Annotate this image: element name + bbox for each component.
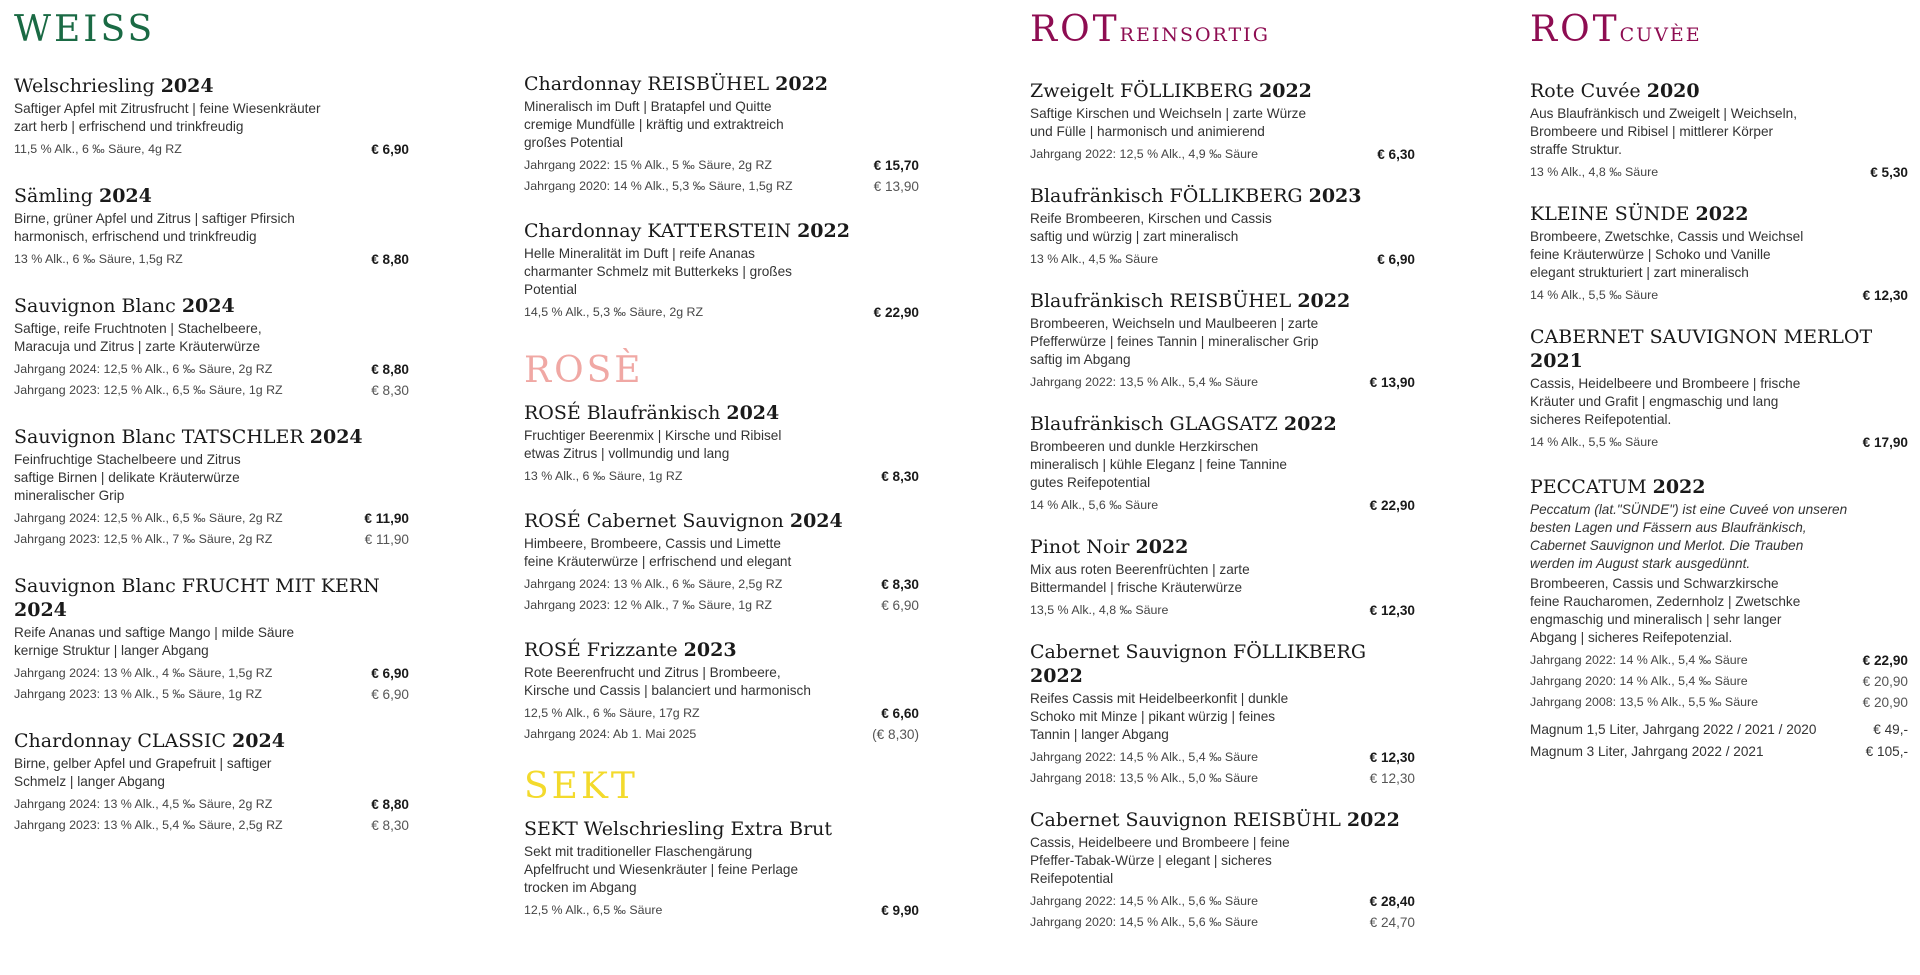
wine-title: Sauvignon Blanc TATSCHLER bbox=[14, 426, 304, 448]
wine-description-line: Cassis, Heidelbeere und Brombeere | frische bbox=[1530, 376, 1801, 391]
vintage-price: € 20,90 bbox=[1862, 674, 1908, 689]
wine-entry bbox=[1530, 325, 1908, 453]
wine-description-line: Brombeere, Zwetschke, Cassis und Weichsel bbox=[1530, 229, 1804, 244]
wine-description-line: und Fülle | harmonisch und animierend bbox=[1030, 124, 1265, 139]
vintage-info: Jahrgang 2023: 13 % Alk., 5,4 ‰ Säure, 2,5g RZ bbox=[14, 818, 283, 832]
wine-year: 2024 bbox=[789, 510, 843, 532]
wine-description-line: elegant strukturiert | zart mineralisch bbox=[1530, 265, 1749, 280]
wine-title: Rote Cuvée bbox=[1530, 80, 1641, 102]
wine-title: Zweigelt FÖLLIKBERG bbox=[1030, 80, 1253, 102]
wine-description-line: feine Raucharomen, Zedernholz | Zwetschke bbox=[1530, 594, 1801, 609]
wine-description-line: Birne, grüner Apfel und Zitrus | saftiger Pfirsich bbox=[14, 211, 295, 226]
vintage-info: Jahrgang 2023: 12,5 % Alk., 7 ‰ Säure, 2g RZ bbox=[14, 532, 273, 546]
wine-title: Welschriesling bbox=[14, 75, 155, 97]
wine-entry bbox=[524, 401, 919, 487]
wine-year: 2024 bbox=[98, 185, 152, 207]
wine-description-line: zart herb | erfrischend und trinkfreudig bbox=[14, 119, 244, 134]
vintage-price: € 12,30 bbox=[1369, 603, 1415, 618]
wine-title: ROSÉ Blaufränkisch bbox=[524, 402, 721, 424]
vintage-row bbox=[524, 595, 919, 616]
wine-description-line: Reife Brombeeren, Kirschen und Cassis bbox=[1030, 211, 1272, 226]
vintage-row bbox=[1530, 671, 1908, 692]
wine-year: 2024 bbox=[309, 426, 363, 448]
magnum-row bbox=[1530, 741, 1908, 763]
wine-story-line: werden im August stark ausgedünnt. bbox=[1530, 556, 1751, 571]
vintage-row bbox=[14, 380, 409, 401]
vintage-row bbox=[14, 794, 409, 815]
wine-year: 2024 bbox=[726, 402, 780, 424]
wine-story-line: Peccatum (lat."SÜNDE") ist eine Cuveé von unseren bbox=[1530, 502, 1848, 517]
wine-description-line: Brombeeren, Cassis und Schwarzkirsche bbox=[1530, 576, 1779, 591]
wine-description-line: Kirsche und Cassis | balanciert und harmonisch bbox=[524, 683, 811, 698]
wine-year: 2022 bbox=[1259, 80, 1312, 102]
vintage-row bbox=[524, 900, 919, 921]
vintage-info: Jahrgang 2022: 14,5 % Alk., 5,6 ‰ Säure bbox=[1030, 894, 1258, 908]
wine-description-line: Reifes Cassis mit Heidelbeerkonfit | dunkle bbox=[1030, 691, 1289, 706]
wine-description-line: Fruchtiger Beerenmix | Kirsche und Ribisel bbox=[524, 428, 782, 443]
vintage-info: Jahrgang 2024: Ab 1. Mai 2025 bbox=[524, 727, 697, 741]
vintage-price: € 12,30 bbox=[1369, 750, 1415, 765]
magnum-row bbox=[1530, 719, 1908, 741]
wine-entry bbox=[524, 817, 919, 921]
wine-name bbox=[1530, 202, 1908, 226]
vintage-info: Jahrgang 2020: 14 % Alk., 5,4 ‰ Säure bbox=[1530, 674, 1748, 688]
section-title-rot: ROTREINSORTIG bbox=[1030, 9, 1270, 50]
vintage-price: € 8,30 bbox=[371, 383, 409, 398]
wine-entry bbox=[524, 219, 919, 323]
wine-title: SEKT Welschriesling Extra Brut bbox=[524, 818, 833, 840]
wine-entry bbox=[14, 425, 409, 550]
vintage-info: Jahrgang 2024: 12,5 % Alk., 6,5 ‰ Säure, 2g RZ bbox=[14, 511, 283, 525]
vintage-info: 14 % Alk., 5,5 ‰ Säure bbox=[1530, 288, 1659, 302]
wine-entry bbox=[1030, 640, 1415, 789]
wine-description-line: mineralischer Grip bbox=[14, 488, 125, 503]
vintage-row bbox=[14, 508, 409, 529]
wine-description-line: engmaschig und mineralisch | sehr langer bbox=[1530, 612, 1782, 627]
vintage-row bbox=[14, 359, 409, 380]
vintage-row bbox=[1030, 495, 1415, 516]
wine-description-line: trocken im Abgang bbox=[524, 880, 637, 895]
wine-entry bbox=[1030, 535, 1415, 621]
vintage-row bbox=[14, 249, 409, 270]
wine-description-line: harmonisch, erfrischend und trinkfreudig bbox=[14, 229, 257, 244]
section-subtitle-reinsortig: REINSORTIG bbox=[1119, 24, 1270, 46]
wine-name bbox=[1530, 325, 1908, 373]
section-title-rose: ROSÈ bbox=[524, 350, 644, 391]
vintage-price: € 28,40 bbox=[1369, 894, 1415, 909]
wine-year: 2021 bbox=[1530, 350, 1583, 372]
wine-description-line: charmanter Schmelz mit Butterkeks | großes bbox=[524, 264, 792, 279]
wine-story-line: Cabernet Sauvignon und Merlot. Die Trauben bbox=[1530, 538, 1804, 553]
vintage-price: € 8,80 bbox=[371, 362, 409, 377]
wine-title: KLEINE SÜNDE bbox=[1530, 203, 1690, 225]
wine-name bbox=[14, 425, 409, 449]
wine-year: 2022 bbox=[1695, 203, 1749, 225]
vintage-row bbox=[524, 724, 919, 745]
wine-description-line: straffe Struktur. bbox=[1530, 142, 1622, 157]
vintage-row bbox=[1530, 650, 1908, 671]
vintage-price: € 12,30 bbox=[1862, 288, 1908, 303]
wine-description-line: Saftiger Apfel mit Zitrusfrucht | feine Wiesenkräuter bbox=[14, 101, 321, 116]
wine-description-line: Tannin | langer Abgang bbox=[1030, 727, 1169, 742]
wine-description-line: Himbeere, Brombeere, Cassis und Limette bbox=[524, 536, 781, 551]
wine-year: 2023 bbox=[683, 639, 737, 661]
wine-description-line: Potential bbox=[524, 282, 577, 297]
wine-title: Blaufränkisch REISBÜHEL bbox=[1030, 290, 1292, 312]
vintage-row bbox=[1030, 372, 1415, 393]
vintage-info: Jahrgang 2022: 12,5 % Alk., 4,9 ‰ Säure bbox=[1030, 147, 1258, 161]
vintage-row bbox=[1030, 912, 1415, 933]
vintage-info: 13 % Alk., 6 ‰ Säure, 1g RZ bbox=[524, 469, 683, 483]
wine-description-line: feine Kräuterwürze | Schoko und Vanille bbox=[1530, 247, 1771, 262]
wine-description-line: saftig im Abgang bbox=[1030, 352, 1131, 367]
section-subtitle-cuvee: CUVÈE bbox=[1619, 24, 1702, 46]
wine-name bbox=[524, 72, 919, 96]
vintage-row bbox=[1030, 249, 1415, 270]
wine-description-line: Pfeffer-Tabak-Würze | elegant | sicheres bbox=[1030, 853, 1272, 868]
vintage-row bbox=[524, 703, 919, 724]
wine-entry bbox=[1030, 79, 1415, 165]
wine-description-line: saftig und würzig | zart mineralisch bbox=[1030, 229, 1239, 244]
wine-description-line: Saftige Kirschen und Weichseln | zarte Würze bbox=[1030, 106, 1307, 121]
wine-title: ROSÉ Frizzante bbox=[524, 639, 678, 661]
vintage-info: Jahrgang 2018: 13,5 % Alk., 5,0 ‰ Säure bbox=[1030, 771, 1258, 785]
wine-title: Chardonnay KATTERSTEIN bbox=[524, 220, 792, 242]
wine-entry bbox=[1030, 289, 1415, 393]
wine-name bbox=[14, 294, 409, 318]
wine-name bbox=[524, 509, 919, 533]
wine-name bbox=[1030, 808, 1415, 832]
vintage-row bbox=[1030, 600, 1415, 621]
wine-description-line: Mix aus roten Beerenfrüchten | zarte bbox=[1030, 562, 1250, 577]
section-title-weiss: WEISS bbox=[14, 9, 156, 50]
vintage-price: € 8,80 bbox=[371, 797, 409, 812]
wine-year: 2020 bbox=[1646, 80, 1700, 102]
magnum-list bbox=[1530, 719, 1908, 763]
wine-year: 2023 bbox=[1308, 185, 1362, 207]
wine-name bbox=[1030, 184, 1415, 208]
vintage-info: Jahrgang 2024: 13 % Alk., 4,5 ‰ Säure, 2g RZ bbox=[14, 797, 273, 811]
vintage-row bbox=[1530, 692, 1908, 713]
vintage-info: 12,5 % Alk., 6 ‰ Säure, 17g RZ bbox=[524, 706, 700, 720]
vintage-row bbox=[1530, 162, 1908, 183]
vintage-info: Jahrgang 2023: 13 % Alk., 5 ‰ Säure, 1g RZ bbox=[14, 687, 262, 701]
vintage-info: 11,5 % Alk., 6 ‰ Säure, 4g RZ bbox=[14, 142, 182, 156]
vintage-price: € 6,90 bbox=[371, 687, 409, 702]
wine-title: Cabernet Sauvignon FÖLLIKBERG bbox=[1030, 641, 1367, 663]
wine-description-line: Maracuja und Zitrus | zarte Kräuterwürze bbox=[14, 339, 261, 354]
wine-title: PECCATUM bbox=[1530, 476, 1647, 498]
wine-name bbox=[1030, 289, 1415, 313]
vintage-price: € 22,90 bbox=[1369, 498, 1415, 513]
vintage-price: € 11,90 bbox=[364, 532, 409, 547]
wine-year: 2024 bbox=[160, 75, 214, 97]
wine-year: 2022 bbox=[1030, 665, 1083, 687]
wine-entry bbox=[1030, 184, 1415, 270]
vintage-info: Jahrgang 2008: 13,5 % Alk., 5,5 ‰ Säure bbox=[1530, 695, 1758, 709]
wine-entry bbox=[1030, 808, 1415, 933]
wine-year: 2024 bbox=[181, 295, 235, 317]
vintage-row bbox=[14, 815, 409, 836]
vintage-row bbox=[1030, 768, 1415, 789]
wine-description-line: mineralisch | kühle Eleganz | feine Tannine bbox=[1030, 457, 1287, 472]
wine-year: 2022 bbox=[1652, 476, 1706, 498]
vintage-row bbox=[14, 529, 409, 550]
vintage-row bbox=[1030, 891, 1415, 912]
wine-description-line: Reifepotential bbox=[1030, 871, 1114, 886]
vintage-info: Jahrgang 2020: 14 % Alk., 5,3 ‰ Säure, 1,5g RZ bbox=[524, 179, 793, 193]
wine-year: 2022 bbox=[797, 220, 850, 242]
wine-year: 2022 bbox=[1135, 536, 1189, 558]
vintage-price: € 8,30 bbox=[881, 577, 919, 592]
wine-name bbox=[524, 638, 919, 662]
wine-name bbox=[524, 817, 919, 841]
vintage-info: Jahrgang 2022: 14,5 % Alk., 5,4 ‰ Säure bbox=[1030, 750, 1258, 764]
wine-year: 2022 bbox=[1297, 290, 1351, 312]
wine-entry bbox=[14, 294, 409, 401]
wine-entry bbox=[1030, 412, 1415, 516]
vintage-price: € 15,70 bbox=[873, 158, 919, 173]
vintage-price: € 17,90 bbox=[1862, 435, 1908, 450]
wine-description-line: Schoko mit Minze | pikant würzig | feines bbox=[1030, 709, 1276, 724]
wine-name bbox=[14, 184, 409, 208]
wine-entry bbox=[524, 638, 919, 745]
wine-year: 2024 bbox=[232, 730, 285, 752]
vintage-price: € 24,70 bbox=[1369, 915, 1415, 930]
magnum-price: € 49,- bbox=[1873, 722, 1908, 737]
wine-entry bbox=[14, 729, 409, 836]
vintage-row bbox=[14, 139, 409, 160]
wine-name bbox=[1030, 640, 1415, 688]
vintage-price: € 6,90 bbox=[881, 598, 919, 613]
vintage-info: 13 % Alk., 4,8 ‰ Säure bbox=[1530, 165, 1659, 179]
vintage-row bbox=[14, 663, 409, 684]
vintage-row bbox=[524, 466, 919, 487]
vintage-price: € 22,90 bbox=[873, 305, 919, 320]
column-rot-cuvee bbox=[1530, 0, 1908, 763]
vintage-row bbox=[524, 176, 919, 197]
wine-entry bbox=[1530, 79, 1908, 183]
wine-description-line: Brombeere und Ribisel | mittlerer Körper bbox=[1530, 124, 1774, 139]
wine-story-line: besten Lagen und Fässern aus Blaufränkisch, bbox=[1530, 520, 1807, 535]
wine-description-line: kernige Struktur | langer Abgang bbox=[14, 643, 209, 658]
wine-description-line: Schmelz | langer Abgang bbox=[14, 774, 165, 789]
vintage-price: € 6,30 bbox=[1377, 147, 1415, 162]
wine-description-line: Aus Blaufränkisch und Zweigelt | Weichseln, bbox=[1530, 106, 1797, 121]
vintage-price: € 11,90 bbox=[364, 511, 409, 526]
wine-description-line: cremige Mundfülle | kräftig und extraktreich bbox=[524, 117, 784, 132]
vintage-row bbox=[1030, 144, 1415, 165]
column-weiss-rose-sekt bbox=[524, 0, 919, 921]
vintage-price: € 13,90 bbox=[1369, 375, 1415, 390]
vintage-info: Jahrgang 2023: 12 % Alk., 7 ‰ Säure, 1g RZ bbox=[524, 598, 772, 612]
wine-description-line: etwas Zitrus | vollmundig und lang bbox=[524, 446, 730, 461]
vintage-price: € 5,30 bbox=[1870, 165, 1908, 180]
vintage-info: Jahrgang 2022: 13,5 % Alk., 5,4 ‰ Säure bbox=[1030, 375, 1258, 389]
vintage-price: € 9,90 bbox=[881, 903, 919, 918]
wine-title: Pinot Noir bbox=[1030, 536, 1130, 558]
vintage-row bbox=[1530, 285, 1908, 306]
wine-name bbox=[1530, 79, 1908, 103]
wine-description-line: Brombeeren, Weichseln und Maulbeeren | zarte bbox=[1030, 316, 1319, 331]
wine-year: 2024 bbox=[14, 599, 67, 621]
wine-year: 2022 bbox=[1283, 413, 1337, 435]
vintage-price: € 8,30 bbox=[881, 469, 919, 484]
vintage-info: 12,5 % Alk., 6,5 ‰ Säure bbox=[524, 903, 663, 917]
wine-name bbox=[1030, 79, 1415, 103]
wine-name bbox=[14, 574, 409, 622]
vintage-price: € 6,90 bbox=[371, 666, 409, 681]
wine-description-line: Pfefferwürze | feines Tannin | mineralischer Grip bbox=[1030, 334, 1319, 349]
vintage-row bbox=[524, 302, 919, 323]
vintage-info: Jahrgang 2023: 12,5 % Alk., 6,5 ‰ Säure, 1g RZ bbox=[14, 383, 283, 397]
vintage-info: Jahrgang 2020: 14,5 % Alk., 5,6 ‰ Säure bbox=[1030, 915, 1258, 929]
wine-description-line: Apfelfrucht und Wiesenkräuter | feine Perlage bbox=[524, 862, 799, 877]
wine-description-line: feine Kräuterwürze | erfrischend und elegant bbox=[524, 554, 792, 569]
wine-entry bbox=[524, 72, 919, 197]
magnum-info: Magnum 1,5 Liter, Jahrgang 2022 / 2021 / 2020 bbox=[1530, 722, 1817, 737]
wine-title: Chardonnay REISBÜHEL bbox=[524, 73, 770, 95]
vintage-price: € 6,60 bbox=[881, 706, 919, 721]
vintage-price: € 6,90 bbox=[1377, 252, 1415, 267]
wine-entry bbox=[14, 74, 409, 160]
vintage-info: Jahrgang 2022: 14 % Alk., 5,4 ‰ Säure bbox=[1530, 653, 1748, 667]
magnum-price: € 105,- bbox=[1865, 744, 1908, 759]
wine-name bbox=[524, 401, 919, 425]
wine-name bbox=[1530, 475, 1908, 499]
section-title-sekt: SEKT bbox=[524, 766, 638, 807]
vintage-price: € 8,80 bbox=[371, 252, 409, 267]
section-title-rot-cuvee: ROTCUVÈE bbox=[1530, 9, 1702, 50]
vintage-row bbox=[14, 684, 409, 705]
wine-title: Cabernet Sauvignon REISBÜHL bbox=[1030, 809, 1341, 831]
wine-description-line: großes Potential bbox=[524, 135, 623, 150]
wine-description-line: Birne, gelber Apfel und Grapefruit | saftiger bbox=[14, 756, 272, 771]
wine-description-line: Brombeeren und dunkle Herzkirschen bbox=[1030, 439, 1259, 454]
wine-entry bbox=[524, 509, 919, 616]
wine-name bbox=[1030, 535, 1415, 559]
vintage-price: (€ 8,30) bbox=[872, 727, 919, 742]
wine-year: 2022 bbox=[1346, 809, 1400, 831]
vintage-info: 13,5 % Alk., 4,8 ‰ Säure bbox=[1030, 603, 1169, 617]
vintage-info: Jahrgang 2024: 13 % Alk., 6 ‰ Säure, 2,5g RZ bbox=[524, 577, 783, 591]
wine-description-line: Helle Mineralität im Duft | reife Ananas bbox=[524, 246, 755, 261]
wine-entry bbox=[1530, 475, 1908, 763]
wine-entry bbox=[14, 184, 409, 270]
vintage-price: € 22,90 bbox=[1862, 653, 1908, 668]
wine-title: Blaufränkisch GLAGSATZ bbox=[1030, 413, 1278, 435]
wine-description-line: sicheres Reifepotential. bbox=[1530, 412, 1672, 427]
vintage-info: 14,5 % Alk., 5,3 ‰ Säure, 2g RZ bbox=[524, 305, 704, 319]
vintage-row bbox=[524, 574, 919, 595]
wine-description-line: Saftige, reife Fruchtnoten | Stachelbeere, bbox=[14, 321, 262, 336]
wine-title: ROSÉ Cabernet Sauvignon bbox=[524, 510, 784, 532]
wine-title: Blaufränkisch FÖLLIKBERG bbox=[1030, 185, 1303, 207]
vintage-price: € 8,30 bbox=[371, 818, 409, 833]
vintage-info: 13 % Alk., 6 ‰ Säure, 1,5g RZ bbox=[14, 252, 183, 266]
wine-description-line: Kräuter und Grafit | engmaschig und lang bbox=[1530, 394, 1779, 409]
wine-title: CABERNET SAUVIGNON MERLOT bbox=[1530, 326, 1873, 348]
vintage-info: 14 % Alk., 5,6 ‰ Säure bbox=[1030, 498, 1159, 512]
wine-description-line: saftige Birnen | delikate Kräuterwürze bbox=[14, 470, 240, 485]
vintage-price: € 13,90 bbox=[873, 179, 919, 194]
vintage-info: Jahrgang 2022: 15 % Alk., 5 ‰ Säure, 2g RZ bbox=[524, 158, 772, 172]
wine-description-line: Rote Beerenfrucht und Zitrus | Brombeere, bbox=[524, 665, 781, 680]
magnum-info: Magnum 3 Liter, Jahrgang 2022 / 2021 bbox=[1530, 744, 1764, 759]
wine-title: Sauvignon Blanc FRUCHT MIT KERN bbox=[14, 575, 380, 597]
wine-title: Sauvignon Blanc bbox=[14, 295, 176, 317]
vintage-price: € 12,30 bbox=[1369, 771, 1415, 786]
wine-description-line: gutes Reifepotential bbox=[1030, 475, 1151, 490]
wine-title: Sämling bbox=[14, 185, 93, 207]
wine-year: 2022 bbox=[775, 73, 829, 95]
vintage-info: Jahrgang 2024: 12,5 % Alk., 6 ‰ Säure, 2g RZ bbox=[14, 362, 273, 376]
vintage-info: 14 % Alk., 5,5 ‰ Säure bbox=[1530, 435, 1659, 449]
wine-description-line: Sekt mit traditioneller Flaschengärung bbox=[524, 844, 753, 859]
vintage-row bbox=[524, 155, 919, 176]
wine-title: Chardonnay CLASSIC bbox=[14, 730, 226, 752]
wine-name bbox=[1030, 412, 1415, 436]
column-weiss bbox=[14, 0, 409, 836]
wine-name bbox=[524, 219, 919, 243]
wine-entry bbox=[1530, 202, 1908, 306]
wine-description-line: Mineralisch im Duft | Bratapfel und Quitte bbox=[524, 99, 772, 114]
wine-description-line: Cassis, Heidelbeere und Brombeere | feine bbox=[1030, 835, 1290, 850]
vintage-info: 13 % Alk., 4,5 ‰ Säure bbox=[1030, 252, 1159, 266]
wine-name bbox=[14, 74, 409, 98]
vintage-price: € 6,90 bbox=[371, 142, 409, 157]
vintage-info: Jahrgang 2024: 13 % Alk., 4 ‰ Säure, 1,5g RZ bbox=[14, 666, 273, 680]
wine-description-line: Bittermandel | frische Kräuterwürze bbox=[1030, 580, 1243, 595]
wine-description-line: Abgang | sicheres Reifepotenzial. bbox=[1530, 630, 1733, 645]
vintage-price: € 20,90 bbox=[1862, 695, 1908, 710]
wine-name bbox=[14, 729, 409, 753]
column-rot-reinsortig bbox=[1030, 0, 1415, 933]
vintage-row bbox=[1530, 432, 1908, 453]
wine-description-line: Feinfruchtige Stachelbeere und Zitrus bbox=[14, 452, 241, 467]
vintage-row bbox=[1030, 747, 1415, 768]
wine-description-line: Reife Ananas und saftige Mango | milde Säure bbox=[14, 625, 295, 640]
wine-entry bbox=[14, 574, 409, 705]
